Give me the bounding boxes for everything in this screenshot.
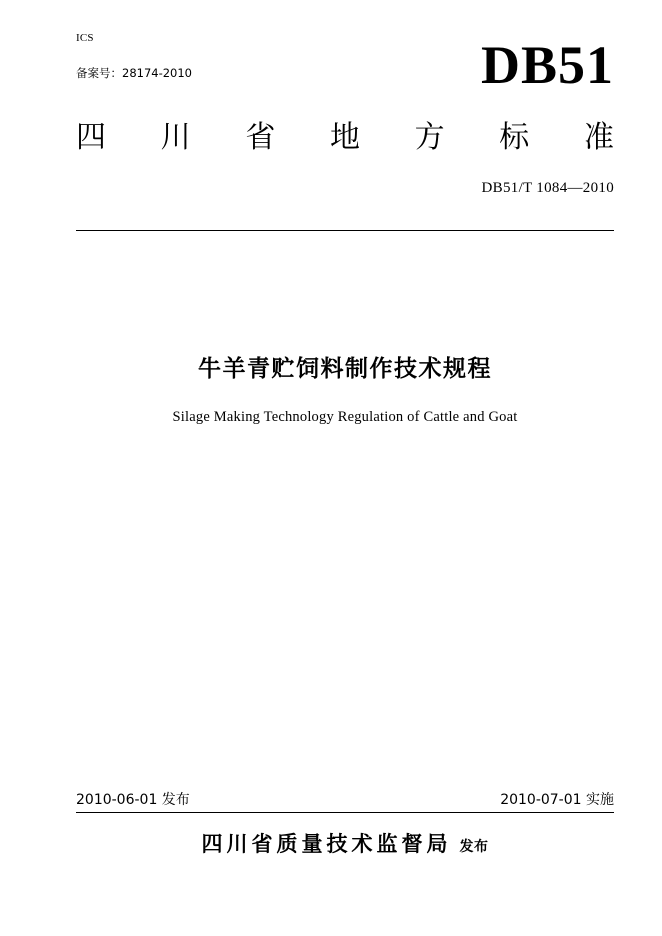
footer-divider <box>76 812 614 813</box>
effective-date: 2010-07-01 实施 <box>500 792 614 808</box>
ics-label: ICS <box>76 32 94 44</box>
publisher-name: 四川省质量技术监督局 <box>201 832 452 856</box>
header-divider <box>76 230 614 231</box>
issue-date: 2010-06-01 发布 <box>76 792 190 808</box>
standard-type-char-5: 标 <box>499 120 530 155</box>
publisher-line <box>76 828 614 858</box>
standard-type-char-3: 地 <box>329 120 360 155</box>
standard-type-char-1: 川 <box>160 120 191 155</box>
standard-type-char-2: 省 <box>245 120 276 155</box>
page-title-english: Silage Making Technology Regulation of Cattle and Goat <box>172 409 518 425</box>
page-title: 牛羊青贮饲料制作技术规程 <box>198 356 492 382</box>
standard-code: DB51 <box>480 35 614 95</box>
standard-type-char-6: 准 <box>583 120 614 155</box>
page-content <box>76 0 614 936</box>
publisher-action: 发布 <box>459 839 489 855</box>
record-number: 备案号：28174-2010 <box>76 66 192 80</box>
standard-type-line <box>76 118 614 157</box>
standard-type-char-4: 方 <box>414 120 445 155</box>
standard-number: DB51/T 1084—2010 <box>481 180 614 196</box>
standard-type-char-0: 四 <box>76 120 106 155</box>
